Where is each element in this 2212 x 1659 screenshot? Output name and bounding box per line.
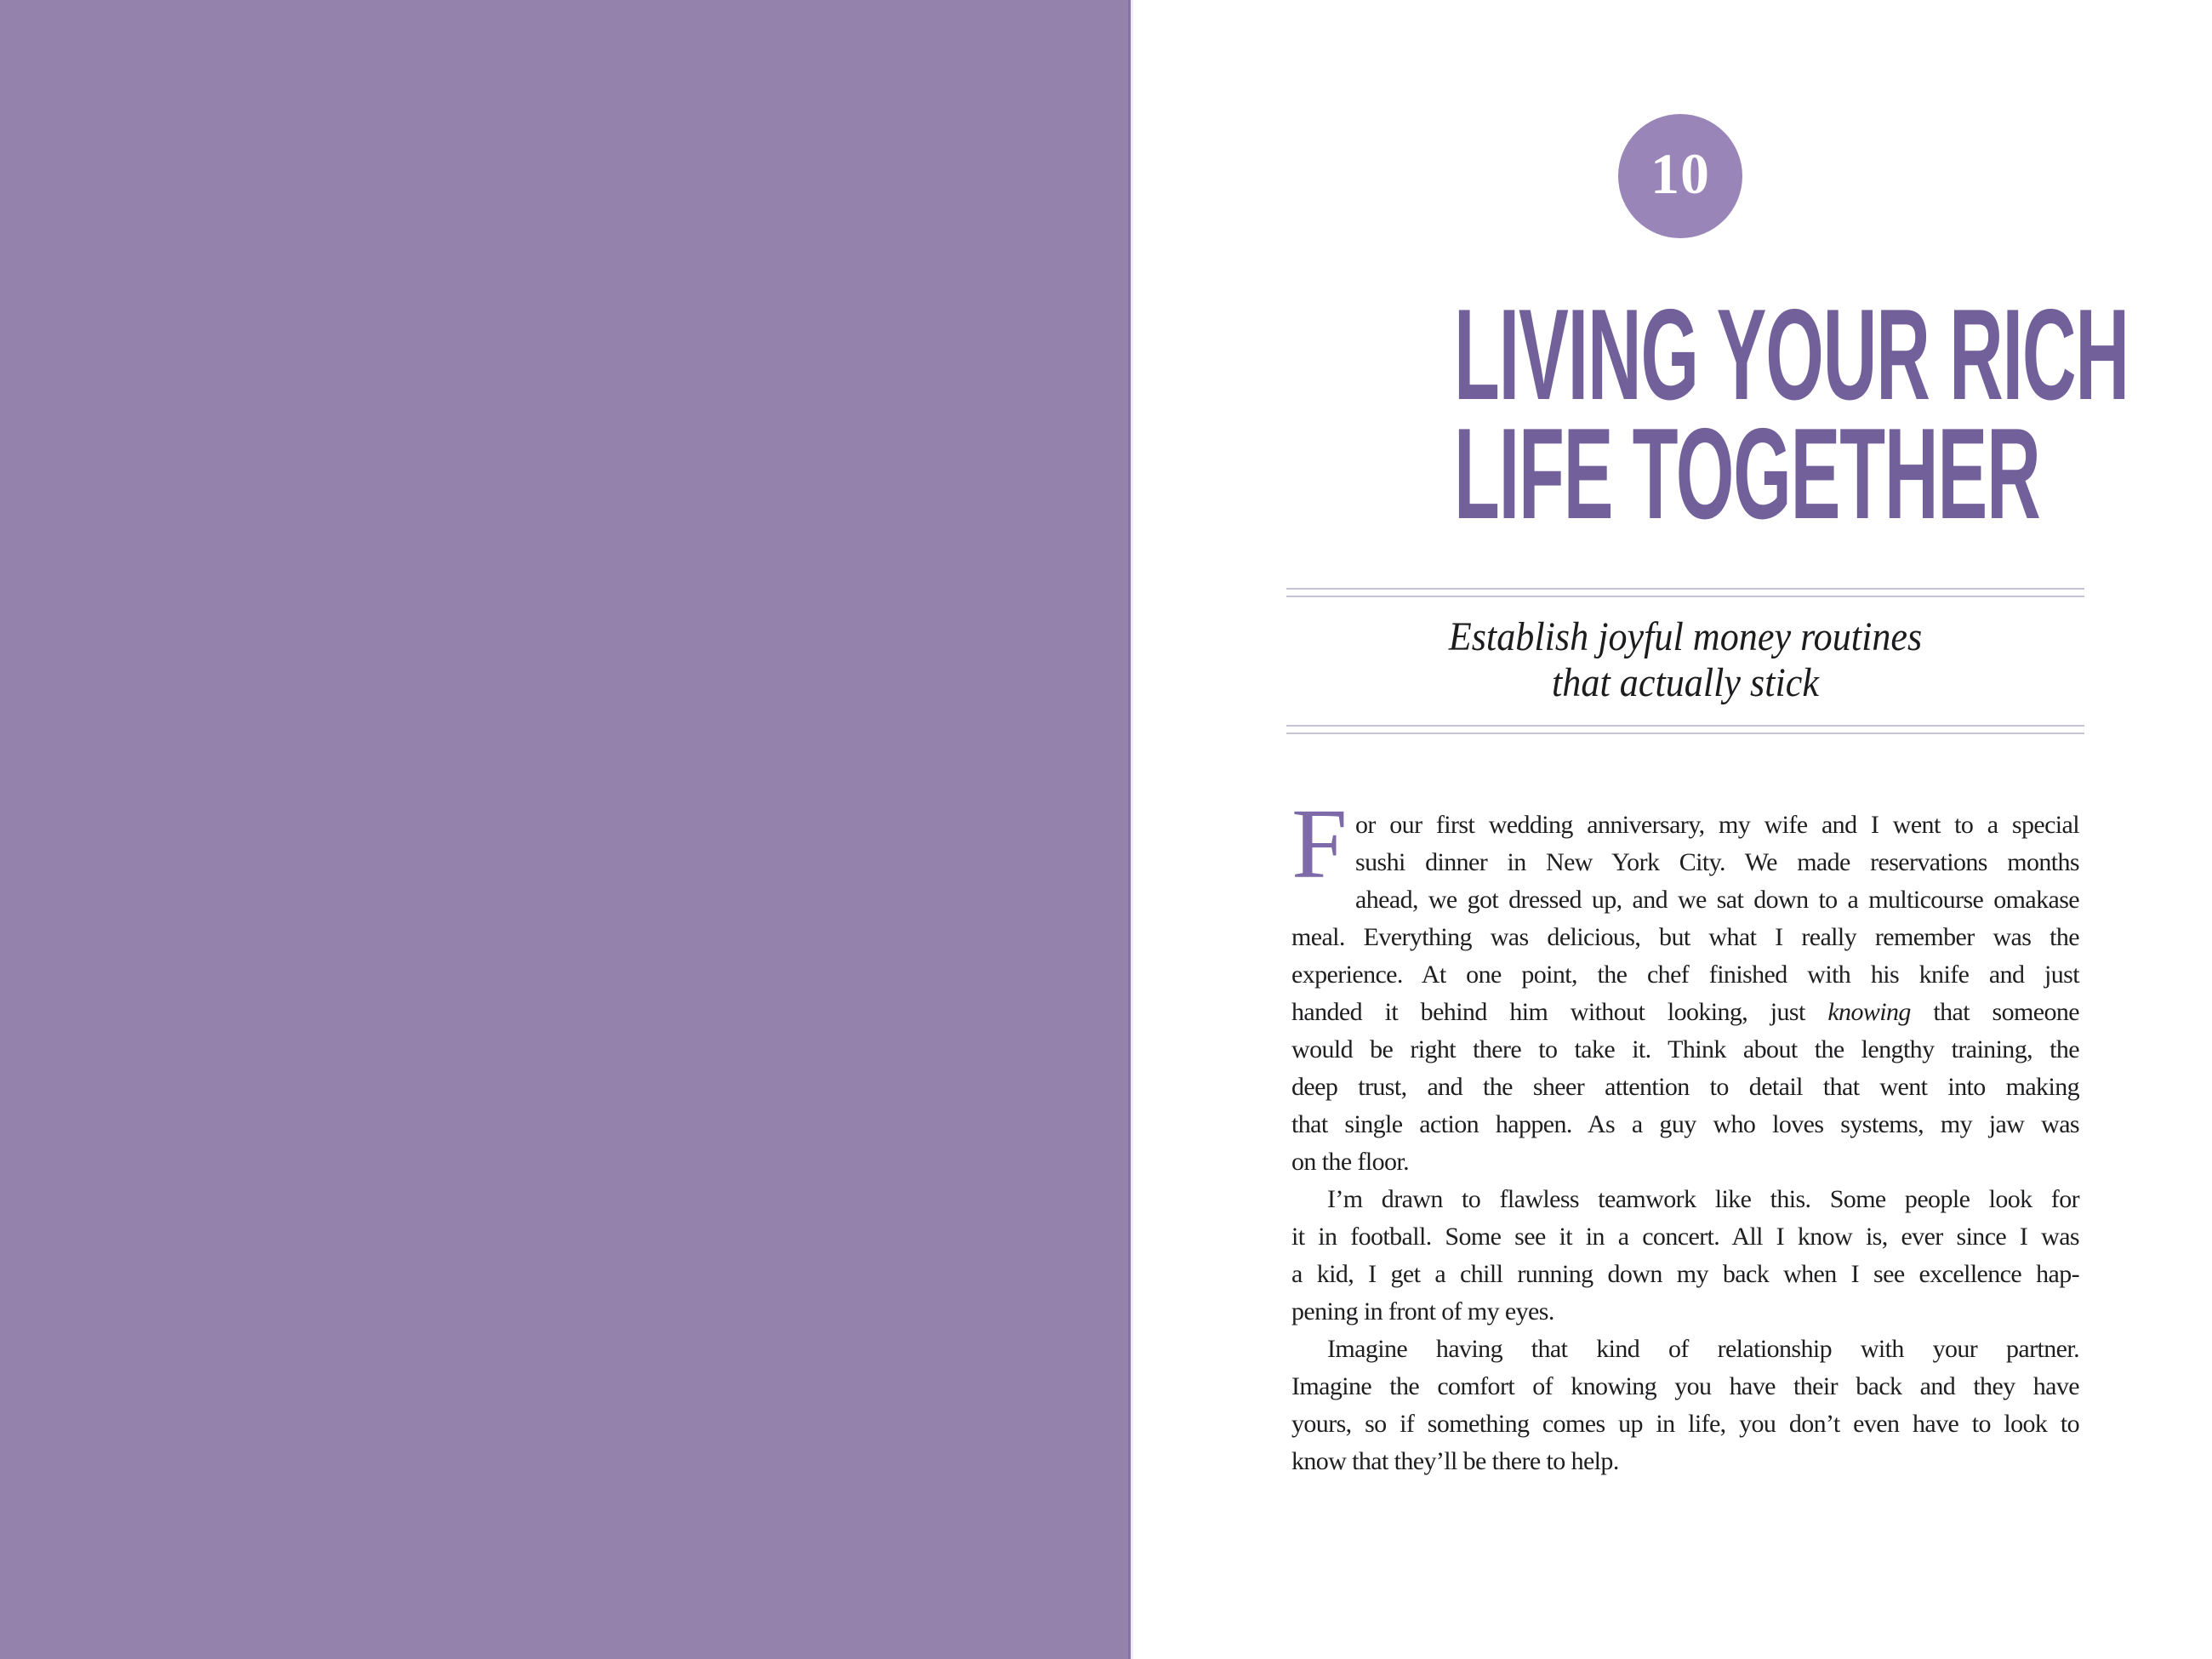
body-line: I’m drawn to flawless teamwork like this. Some people look for <box>1327 1185 2079 1213</box>
body-line: Imagine the comfort of knowing you have their back and they have <box>1291 1372 2079 1400</box>
chapter-number-badge <box>1618 114 1742 238</box>
body-line: deep trust, and the sheer attention to detail that went into making <box>1291 1073 2079 1101</box>
body-line: would be right there to take it. Think about the lengthy training, the <box>1291 1035 2079 1063</box>
chapter-title <box>1453 282 2129 546</box>
body-line: yours, so if something comes up in life, you don’t even have to look to <box>1291 1410 2079 1438</box>
page-gutter <box>1131 0 1133 1659</box>
body-line: it in football. Some see it in a concert. All I know is, ever since I was <box>1291 1223 2079 1251</box>
body-line: pening in front of my eyes. <box>1291 1297 1554 1325</box>
body-line: experience. At one point, the chef finished with his knife and just <box>1291 961 2079 989</box>
body-line: Imagine having that kind of relationship with your partner. <box>1327 1335 2079 1363</box>
chapter-number: 10 <box>1650 141 1710 206</box>
body-line: ahead, we got dressed up, and we sat down to a multicourse omakase <box>1355 886 2079 914</box>
body-text <box>1291 788 2079 1480</box>
body-line: on the floor. <box>1291 1148 1410 1176</box>
body-paragraph <box>1291 788 2079 1181</box>
body-line: that single action happen. As a guy who loves systems, my jaw was <box>1291 1110 2079 1138</box>
chapter-opener-page <box>1286 0 2129 1659</box>
body-line: or our first wedding anniversary, my wife and I went to a special <box>1355 811 2079 839</box>
body-paragraph <box>1291 1181 2079 1331</box>
body-line: know that they’ll be there to help. <box>1291 1447 1619 1475</box>
body-line: a kid, I get a chill running down my back when I see excellence hap- <box>1291 1260 2079 1288</box>
subtitle-divider-bottom <box>1286 725 2084 734</box>
chapter-title-line-1: LIVING YOUR RICH <box>1453 282 2129 427</box>
chapter-subtitle-line-2: that actually stick <box>1552 660 1819 705</box>
body-line: handed it behind him without looking, just knowing that someone <box>1291 998 2079 1026</box>
body-line: meal. Everything was delicious, but what I really remember was the <box>1291 923 2079 951</box>
chapter-title-line-2: LIFE TOGETHER <box>1453 402 2040 546</box>
drop-cap: F <box>1291 788 1348 899</box>
body-paragraph <box>1291 1331 2079 1480</box>
body-line: sushi dinner in New York City. We made reservations months <box>1355 848 2079 876</box>
chapter-subtitle <box>1319 614 2053 706</box>
chapter-subtitle-line-1: Establish joyful money routines <box>1448 614 1923 659</box>
subtitle-divider-top <box>1286 588 2084 597</box>
